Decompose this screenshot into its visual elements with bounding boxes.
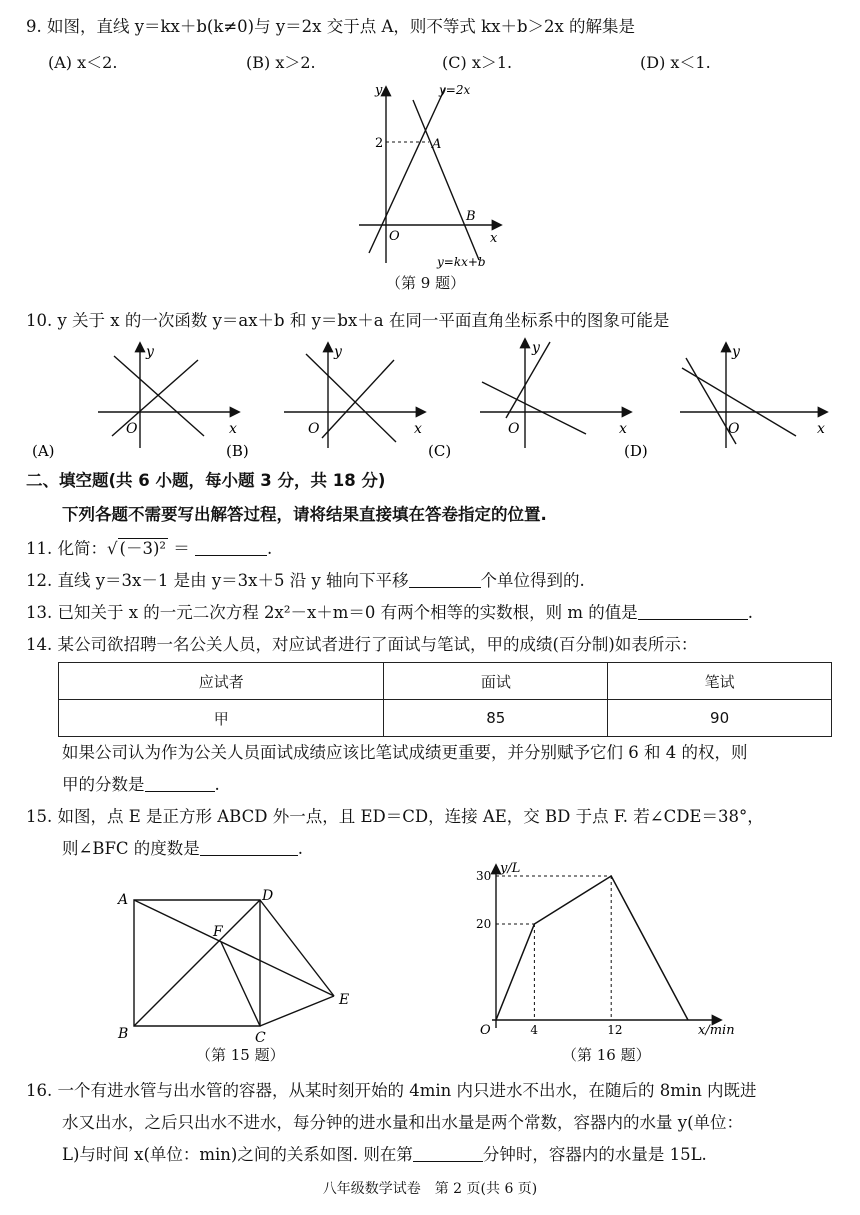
q11 — [26, 538, 272, 560]
q16-origin: O — [480, 1023, 491, 1038]
q9-tick-2: 2 — [375, 136, 384, 151]
q10-graph-c — [428, 340, 630, 460]
svg-text:x: x — [619, 421, 627, 437]
svg-text:y: y — [732, 344, 740, 360]
q10-graph-b — [226, 344, 424, 460]
q9-y-label: y — [375, 83, 383, 98]
table-header: 面试 — [384, 663, 608, 700]
q14-stem: 14. 某公司欲招聘一名公关人员，对应试者进行了面试与笔试，甲的成绩(百分制)如表所示： — [26, 635, 698, 654]
svg-text:O: O — [508, 421, 520, 437]
svg-text:(A): (A) — [32, 442, 55, 460]
q9-stem: 9. 如图，直线 y＝kx＋b(k≠0)与 y＝2x 交于点 A，则不等式 kx＋b＞2x 的解集是 — [26, 17, 636, 36]
table-cell: 85 — [384, 700, 608, 737]
q9-line-2x — [369, 88, 445, 253]
svg-text:(B): (B) — [226, 442, 249, 460]
q16-line3 — [62, 1144, 707, 1166]
q9-caption: （第 9 题） — [386, 274, 466, 292]
q15-label-f: F — [213, 924, 223, 940]
q9-x-label: x — [490, 231, 498, 246]
svg-text:O: O — [308, 421, 320, 437]
section2-instruction: 下列各题不需要写出解答过程，请将结果直接填在答卷指定的位置. — [62, 505, 547, 524]
q16-line1: 16. 一个有进水管与出水管的容器，从某时刻开始的 4min 内只进水不出水，在随后的 8min 内既进 — [26, 1081, 757, 1100]
q11-answer-blank[interactable] — [195, 539, 267, 556]
q12 — [26, 570, 585, 592]
q15-line2 — [62, 838, 303, 860]
table-header: 笔试 — [608, 663, 832, 700]
q15-answer-blank[interactable] — [200, 839, 298, 856]
q16-series-line — [496, 876, 688, 1020]
q15-line2-before: 则∠BFC 的度数是 — [62, 839, 200, 858]
q15-label-e: E — [339, 992, 350, 1008]
q9-point-a: A — [432, 137, 442, 152]
q9-point-b: B — [466, 209, 476, 224]
table-header-row — [59, 663, 832, 700]
svg-text:y: y — [532, 340, 540, 356]
table-row — [59, 700, 832, 737]
q15-label-d: D — [262, 888, 274, 904]
q16-line2: 水又出水，之后只出水不进水，每分钟的进水量和出水量是两个常数，容器内的水量 y(单位： — [62, 1113, 744, 1132]
q15-line2-after: . — [297, 839, 304, 858]
q10-graph-a — [32, 344, 238, 460]
q11-prefix: 11. 化简： — [26, 539, 107, 558]
q15-figure — [110, 886, 360, 1046]
q16-xlabel: x/min — [698, 1023, 735, 1038]
svg-text:O: O — [728, 421, 740, 437]
q9-choice-a: (A) x＜2. — [48, 53, 118, 72]
q13-after: . — [747, 603, 754, 622]
q14-score-table — [58, 662, 832, 737]
q9-line2-label: y=kx+b — [437, 255, 486, 269]
q10-graphs — [26, 336, 836, 466]
q9-figure — [355, 78, 515, 276]
q9-origin: O — [389, 229, 400, 244]
page-footer: 八年级数学试卷 第 2 页(共 6 页) — [322, 1181, 538, 1197]
q14-line3-after: . — [214, 775, 220, 794]
q12-answer-blank[interactable] — [409, 571, 481, 588]
q13-before: 13. 已知关于 x 的一元二次方程 2x²－x＋m＝0 有两个相等的实数根，则 m 的值是 — [26, 603, 638, 622]
q9-choice-c: (C) x＞1. — [442, 53, 513, 72]
q15-label-c: C — [255, 1030, 266, 1046]
q16-ylabel: y/L — [500, 861, 521, 876]
q11-radicand: (－3)² — [119, 539, 167, 558]
q12-before: 12. 直线 y＝3x－1 是由 y＝3x＋5 沿 y 轴向下平移 — [26, 571, 409, 590]
q15-line1: 15. 如图，点 E 是正方形 ABCD 外一点，且 ED＝CD，连接 AE，交 BD 于点 F. 若∠CDE＝38°， — [26, 807, 764, 826]
q15-label-b: B — [118, 1026, 129, 1042]
q15-caption: （第 15 题） — [196, 1046, 285, 1064]
q15-label-a: A — [118, 892, 129, 908]
svg-text:x: x — [817, 421, 825, 437]
q13-answer-blank[interactable] — [638, 603, 748, 620]
q16-answer-blank[interactable] — [413, 1145, 483, 1162]
q10-stem: 10. y 关于 x 的一次函数 y＝ax＋b 和 y＝bx＋a 在同一平面直角坐标系中的图象可能是 — [26, 311, 670, 330]
section2-title: 二、填空题(共 6 小题，每小题 3 分，共 18 分) — [26, 471, 386, 490]
svg-text:y: y — [334, 344, 342, 360]
q16-ytick-label: 20 — [476, 917, 492, 931]
q11-equals: ＝ — [173, 539, 190, 558]
q14-line2: 如果公司认为作为公关人员面试成绩应该比笔试成绩更重要，并分别赋予它们 6 和 4 的权，则 — [62, 743, 748, 762]
q16-caption: （第 16 题） — [562, 1046, 651, 1064]
q16-chart — [470, 856, 760, 1042]
svg-text:O: O — [126, 421, 138, 437]
q10-graph-d — [624, 344, 826, 460]
table-cell: 甲 — [59, 700, 384, 737]
q9-line-kxb — [413, 100, 479, 260]
q14-answer-blank[interactable] — [145, 775, 215, 792]
q9-line1-label: y=2x — [439, 83, 471, 97]
q16-xtick-label: 12 — [607, 1023, 623, 1037]
table-cell: 90 — [608, 700, 832, 737]
svg-text:(C): (C) — [428, 442, 452, 460]
q11-sqrt-sign: √ — [107, 539, 118, 558]
q9-choice-b: (B) x＞2. — [246, 53, 316, 72]
q16-ytick-label: 30 — [476, 869, 492, 883]
svg-text:y: y — [146, 344, 154, 360]
q12-after: 个单位得到的. — [480, 571, 585, 590]
svg-text:(D): (D) — [624, 442, 648, 460]
q16-xtick-label: 4 — [530, 1023, 539, 1037]
svg-text:x: x — [414, 421, 422, 437]
q11-end: . — [267, 539, 273, 558]
q13 — [26, 602, 753, 624]
q16-line3-before: L)与时间 x(单位：min)之间的关系如图. 则在第 — [62, 1145, 413, 1164]
q14-line3-before: 甲的分数是 — [62, 775, 145, 794]
q9-choice-d: (D) x＜1. — [640, 53, 711, 72]
table-header: 应试者 — [59, 663, 384, 700]
svg-text:x: x — [229, 421, 237, 437]
q14-line3 — [62, 774, 220, 796]
q16-line3-after: 分钟时，容器内的水量是 15L. — [482, 1145, 707, 1164]
